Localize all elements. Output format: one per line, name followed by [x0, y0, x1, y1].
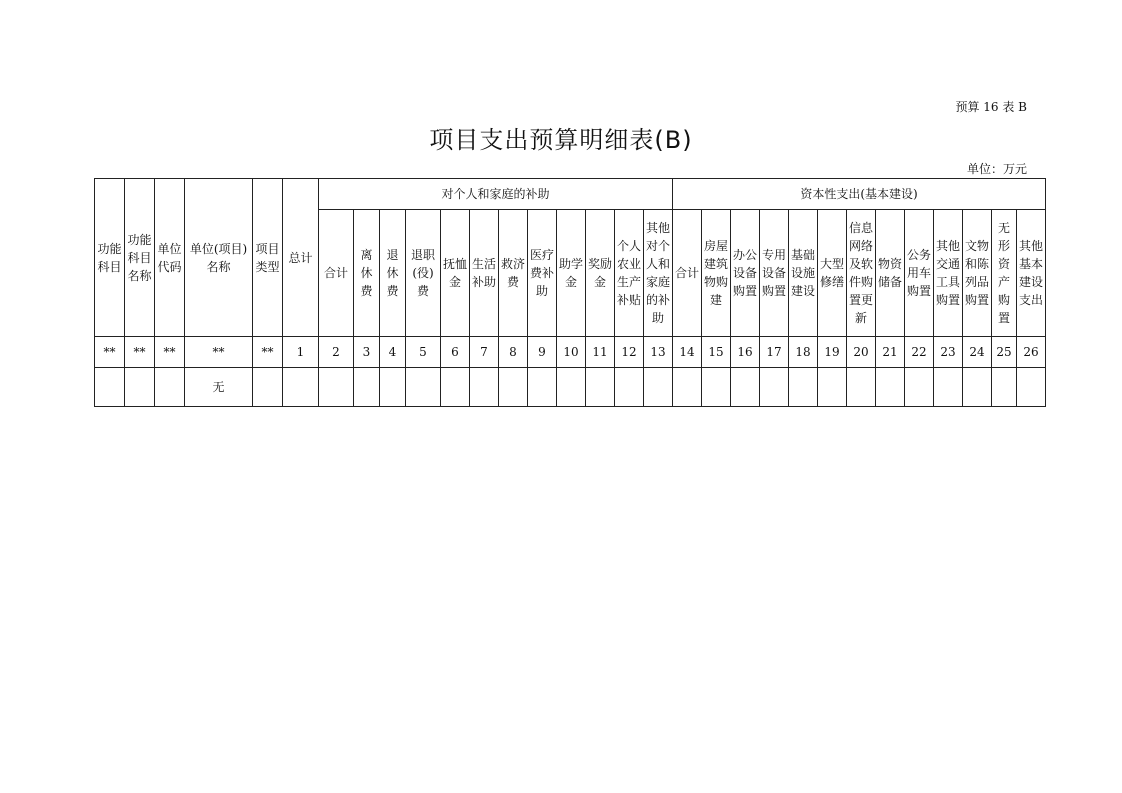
sub-col-g2-0 — [673, 210, 702, 337]
sub-col-g1-3 — [406, 210, 441, 337]
table-cell — [992, 368, 1017, 407]
sub-col-g1-6 — [499, 210, 528, 337]
col-total — [283, 179, 319, 337]
table-cell — [760, 368, 789, 407]
table-cell: 24 — [963, 337, 992, 368]
sub-col-g1-10 — [615, 210, 644, 337]
table-cell — [789, 368, 818, 407]
table-cell: 6 — [441, 337, 470, 368]
group-header-row — [95, 179, 1046, 210]
header-cell-text: 救济 费 — [500, 257, 525, 289]
header-cell-text: 信息 网络 及软 件购 置更 新 — [848, 221, 873, 325]
table-cell — [673, 368, 702, 407]
header-cell-text: 助学 金 — [558, 257, 583, 289]
table-cell — [95, 368, 125, 407]
budget-table — [94, 178, 1046, 407]
header-cell-text: 专用 设备 购置 — [761, 248, 786, 298]
table-cell: 7 — [470, 337, 499, 368]
header-cell-text: 其他 对个 人和 家庭 的补 助 — [645, 221, 670, 325]
table-cell: 19 — [818, 337, 847, 368]
table-cell — [702, 368, 731, 407]
table-cell — [644, 368, 673, 407]
col-unit-project-name — [185, 179, 253, 337]
header-cell-text: 医疗 费补 助 — [529, 248, 554, 298]
table-cell: 4 — [380, 337, 406, 368]
sub-col-g1-4 — [441, 210, 470, 337]
header-cell-text: 项目 类型 — [255, 241, 280, 274]
table-cell: ** — [155, 337, 185, 368]
table-row — [95, 368, 1046, 407]
sub-col-g1-5 — [470, 210, 499, 337]
table-cell — [499, 368, 528, 407]
col-func-subject-name — [125, 179, 155, 337]
table-cell — [380, 368, 406, 407]
form-code: 预算 16 表 B — [955, 100, 1027, 114]
header-cell-text: 合计 — [323, 266, 348, 280]
sub-col-g1-7 — [528, 210, 557, 337]
table-cell: 3 — [354, 337, 380, 368]
sub-col-g1-9 — [586, 210, 615, 337]
table-cell: 15 — [702, 337, 731, 368]
table-cell — [876, 368, 905, 407]
unit-label: 单位：万元 — [966, 162, 1027, 176]
sub-col-g2-11 — [992, 210, 1017, 337]
col-project-type — [253, 179, 283, 337]
header-cell-text: 退 休 费 — [386, 248, 399, 298]
table-cell — [586, 368, 615, 407]
header-cell-text: 功能 科目 — [97, 241, 122, 274]
table-cell — [731, 368, 760, 407]
col-unit-code — [155, 179, 185, 337]
table-cell: 14 — [673, 337, 702, 368]
table-cell — [1017, 368, 1046, 407]
sub-col-g2-3 — [760, 210, 789, 337]
table-cell: 22 — [905, 337, 934, 368]
header-cell-text: 单位(项目) 名称 — [189, 241, 248, 274]
header-cell-text: 单位 代码 — [157, 241, 182, 274]
table-cell: 26 — [1017, 337, 1046, 368]
sub-col-g2-10 — [963, 210, 992, 337]
table-cell: 12 — [615, 337, 644, 368]
table-cell — [615, 368, 644, 407]
sub-col-g1-2 — [380, 210, 406, 337]
table-cell — [125, 368, 155, 407]
table-cell: 25 — [992, 337, 1017, 368]
sub-col-g1-8 — [557, 210, 586, 337]
table-cell: 5 — [406, 337, 441, 368]
sub-col-g2-2 — [731, 210, 760, 337]
table-cell: 2 — [319, 337, 354, 368]
table-cell: ** — [253, 337, 283, 368]
header-cell-text: 抚恤 金 — [442, 257, 467, 289]
table-cell: 10 — [557, 337, 586, 368]
table-cell: ** — [185, 337, 253, 368]
table-cell — [528, 368, 557, 407]
header-cell-text: 功能 科目 名称 — [127, 232, 152, 283]
sub-col-g2-5 — [818, 210, 847, 337]
table-cell: 8 — [499, 337, 528, 368]
header-cell-text: 个人 农业 生产 补贴 — [616, 239, 641, 307]
table-cell: 9 — [528, 337, 557, 368]
sub-col-g1-1 — [354, 210, 380, 337]
header-cell-text: 奖励 金 — [587, 257, 612, 289]
table-cell — [557, 368, 586, 407]
table-cell — [155, 368, 185, 407]
table-cell — [847, 368, 876, 407]
table-cell — [470, 368, 499, 407]
page-title: 项目支出预算明细表(B) — [429, 126, 693, 154]
header-cell-text: 公务 用车 购置 — [906, 248, 931, 298]
sub-col-g1-0 — [319, 210, 354, 337]
header-cell-text: 基础 设施 建设 — [790, 248, 815, 298]
sub-col-g2-8 — [905, 210, 934, 337]
sub-col-g2-12 — [1017, 210, 1046, 337]
header-cell-text: 离 休 费 — [360, 248, 373, 298]
table-cell: 无 — [185, 368, 253, 407]
table-cell — [905, 368, 934, 407]
group-capital-expenditure: 资本性支出(基本建设) — [673, 179, 1046, 210]
table-cell: 1 — [283, 337, 319, 368]
header-cell-text: 其他 基本 建设 支出 — [1018, 239, 1043, 307]
sub-col-g2-1 — [702, 210, 731, 337]
table-cell — [354, 368, 380, 407]
table-cell — [441, 368, 470, 407]
table-cell: ** — [95, 337, 125, 368]
table-cell — [963, 368, 992, 407]
sub-col-g1-11 — [644, 210, 673, 337]
sub-col-g2-6 — [847, 210, 876, 337]
table-cell: 21 — [876, 337, 905, 368]
sub-col-g2-9 — [934, 210, 963, 337]
table-cell: 18 — [789, 337, 818, 368]
sub-col-g2-4 — [789, 210, 818, 337]
table-cell: 11 — [586, 337, 615, 368]
header-cell-text: 房屋 建筑 物购 建 — [703, 239, 728, 307]
table-cell — [319, 368, 354, 407]
header-cell-text: 总计 — [288, 250, 313, 265]
table-cell — [818, 368, 847, 407]
header-cell-text: 生活 补助 — [471, 257, 496, 289]
col-func-subject — [95, 179, 125, 337]
table-cell: 23 — [934, 337, 963, 368]
table-cell: 13 — [644, 337, 673, 368]
header-cell-text: 其他 交通 工具 购置 — [935, 239, 960, 307]
header-cell-text: 合计 — [674, 266, 699, 280]
header-cell-text: 文物 和陈 列品 购置 — [964, 239, 989, 307]
header-cell-text: 办公 设备 购置 — [732, 248, 757, 298]
group-personal-subsidy: 对个人和家庭的补助 — [319, 179, 673, 210]
sub-col-g2-7 — [876, 210, 905, 337]
table-cell: 16 — [731, 337, 760, 368]
table-cell — [253, 368, 283, 407]
header-cell-text: 无 形 资 产 购 置 — [997, 221, 1010, 325]
table-cell — [406, 368, 441, 407]
table-cell — [934, 368, 963, 407]
table-cell: 17 — [760, 337, 789, 368]
table-cell: ** — [125, 337, 155, 368]
column-index-row — [95, 337, 1046, 368]
table-cell: 20 — [847, 337, 876, 368]
header-cell-text: 物资 储备 — [877, 257, 902, 289]
header-cell-text: 大型 修缮 — [819, 257, 844, 289]
header-cell-text: 退职 (役) 费 — [410, 248, 435, 298]
table-cell — [283, 368, 319, 407]
